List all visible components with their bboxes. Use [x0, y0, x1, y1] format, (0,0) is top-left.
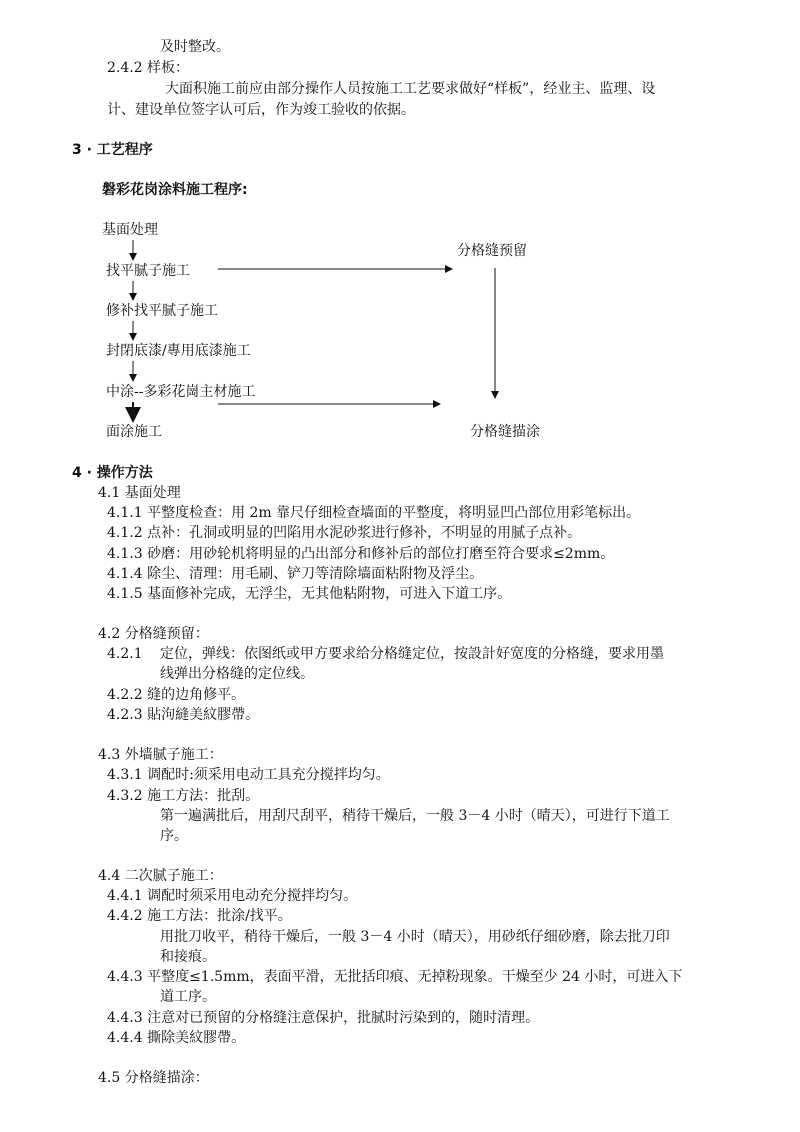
flowchart-arrows — [0, 0, 800, 480]
section-4-2-1-line2: 线弹出分格缝的定位线。 — [160, 666, 314, 682]
section-4-2-3: 4.2.3 貼泃縫美紋膠帶。 — [107, 707, 260, 723]
section-4-2-2: 4.2.2 缝的边角修平。 — [107, 687, 246, 703]
flow-step-leveling-putty: 找平腻子施工 — [106, 263, 190, 279]
continuation-text: 及时整改。 — [160, 39, 230, 55]
section-4-3-1: 4.3.1 调配时:须采用电动工具充分搅拌均匀。 — [107, 767, 390, 783]
section-2-4-2-body-line2: 计、建设单位签字认可后，作为竣工验收的依据。 — [107, 102, 415, 118]
section-4-4-title: 4.4 二次腻子施工： — [98, 868, 223, 884]
section-4-1-2: 4.1.2 点补：孔洞或明显的凹陷用水泥砂浆进行修补，不明显的用腻子点补。 — [107, 525, 582, 541]
section-4-4-2-body-line1: 用批刀收平，稍待干燥后，一般 3－4 小时（晴天），用砂纸仔细砂磨，除去批刀印 — [160, 929, 670, 945]
section-4-2-title: 4.2 分格缝预留： — [98, 626, 209, 642]
section-4-3-2-body-line1: 第一遍满批后，用刮尺刮平，稍待干燥后，一般 3－4 小时（晴天），可进行下道工 — [160, 808, 670, 824]
section-4-4-3-line1: 4.4.3 平整度≤1.5mm，表面平滑，无批括印痕、无掉粉现象。干燥至少 24 小时，可进入下 — [107, 969, 683, 985]
flow-side-joint-paint: 分格缝描涂 — [470, 424, 540, 440]
flow-step-main-coat: 中涂--多彩花崗主材施工 — [106, 384, 256, 400]
flow-step-primer: 封閉底漆/專用底漆施工 — [106, 343, 251, 359]
section-4-1-title: 4.1 基面处理 — [98, 485, 181, 501]
section-4-1-5: 4.1.5 基面修补完成，无浮尘，无其他粘附物，可进入下道工序。 — [107, 586, 512, 602]
section-4-1-4: 4.1.4 除尘、清理：用毛刷、铲刀等清除墙面粘附物及浮尘。 — [107, 566, 484, 582]
section-4-1-3: 4.1.3 砂磨：用砂轮机将明显的凸出部分和修补后的部位打磨至符合要求≤2mm。 — [107, 546, 615, 562]
section-4-1-1: 4.1.1 平整度检查：用 2m 靠尺仔细检查墙面的平整度，将明显凹凸部位用彩笔标出。 — [107, 505, 641, 521]
section-4-4-3-note: 4.4.3 注意对已预留的分格缝注意保护，批腻时污染到的，随时清理。 — [107, 1010, 540, 1026]
section-4-4-4: 4.4.4 撕除美紋膠帶。 — [107, 1030, 246, 1046]
flowchart-title: 磐彩花岗涂料施工程序: — [102, 182, 248, 198]
section-4-4-3-line2: 道工序。 — [160, 989, 216, 1005]
flow-step-top-coat: 面涂施工 — [106, 424, 162, 440]
section-4-3-2-body-line2: 序。 — [160, 828, 188, 844]
section-4-3-2: 4.3.2 施工方法：批刮。 — [107, 788, 260, 804]
flow-side-joint-reserve: 分格缝预留 — [457, 243, 527, 259]
section-4-2-1-number: 4.2.1 — [107, 646, 143, 662]
flow-step-base-treatment: 基面处理 — [102, 222, 158, 238]
section-4-heading: 4 · 操作方法 — [72, 465, 153, 481]
flow-step-repair-putty: 修补找平腻子施工 — [106, 303, 218, 319]
section-2-4-2-body-line1: 大面积施工前应由部分操作人员按施工工艺要求做好“样板”，经业主、监理、设 — [165, 81, 656, 97]
section-4-3-title: 4.3 外墙腻子施工： — [98, 747, 223, 763]
section-4-4-2-body-line2: 和接痕。 — [160, 949, 216, 965]
section-4-2-1-line1: 定位，弹线：依图纸或甲方要求给分格缝定位，按設計好宽度的分格缝，要求用墨 — [160, 646, 664, 662]
section-4-4-2: 4.4.2 施工方法：批涂/找平。 — [107, 908, 292, 924]
section-2-4-2-title: 样板： — [147, 60, 189, 76]
section-4-5-title: 4.5 分格缝描涂： — [98, 1070, 209, 1086]
section-2-4-2-number: 2.4.2 — [107, 60, 143, 76]
section-4-4-1: 4.4.1 调配时须采用电动充分搅拌均匀。 — [107, 888, 358, 904]
section-3-heading: 3 · 工艺程序 — [72, 142, 153, 158]
